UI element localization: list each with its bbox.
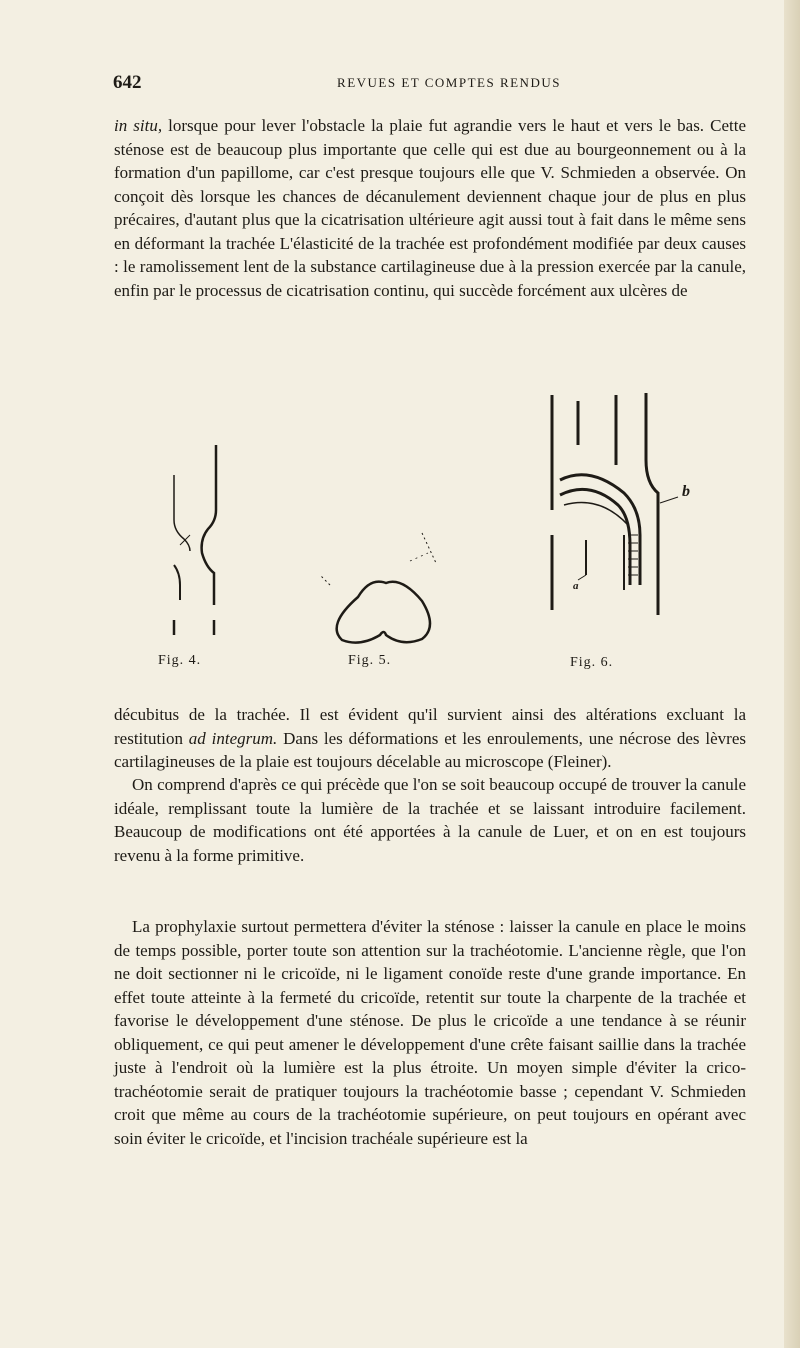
paragraph-1-text: lorsque pour lever l'obstacle la plaie fut agrandie vers le haut et vers le bas. Cette sténose est de beaucoup plus importante que celle qui est due au bourgeonnement ou à la formation d'un papillome, car c'est presque toujours elle que V. Schmieden a observée. On conçoit dès lorsque les chances de décanulement deviennent chaque jour de plus en plus précaires, d'autant plus que la cicatrisation ultérieure agit aussi tout à fait dans le même sens en déformant la trachée L'élasticité de la trachée est profondément modifiée par deux causes : le ramolissement lent de la substance cartilagineuse due à la pression exercée par la canule, enfin par le processus de cicatrisation continu, qui succède forcément aux ulcères de (114, 116, 746, 300)
page-header (113, 72, 745, 96)
paragraph-4: La prophylaxie surtout permettera d'éviter la sténose : laisser la canule en place le moins de temps possible, porter toute son attention sur la trachéotomie. L'ancienne règle, que l'on ne doit sectionner ni le cricoïde, ni le ligament conoïde reste d'une grande importance. En effet toute atteinte à la fermeté du cricoïde, retentit sur toute la charpente de la trachée et favorise le développement d'une sténose. De plus le cricoïde a une tendance à se réunir obliquement, ce qui peut amener le développement d'une crête faisant saillie dans la trachée juste à l'endroit où la lumière est la plus étroite. Un moyen simple d'éviter la crico-trachéotomie serait de pratiquer toujours la trachéotomie basse ; cependant V. Schmieden croit que même au cours de la trachéotomie supérieure, on peut toujours en opérant avec soin éviter le cricoïde, et l'incision trachéale supérieure est la (114, 917, 746, 1148)
paragraph-2-italic: ad integrum. (188, 728, 278, 748)
paragraph-1 (114, 114, 746, 302)
figure-4 (150, 435, 240, 675)
figure-5-drawing (310, 505, 460, 645)
paragraph-3: On comprend d'après ce qui précède que l'on se soit beaucoup occupé de trouver la canule idéale, remplissant toute la lumière de la trachée et se laissant introduire facilement. Beaucoup de modifications ont été apportées à la canule de Luer, et on en est toujours revenu à la forme primitive. (114, 775, 746, 865)
paragraph-2-text-end: Dans les déformations et les enroulements, une nécrose des lèvres cartilagineuses de la plaie est toujours décelable au microscope (Fleiner). (114, 728, 746, 771)
figure-6-label-b: b (682, 483, 690, 500)
figures-row (110, 385, 750, 685)
figure-6-label-a: a (573, 580, 579, 592)
paragraph-1-italic-lead: in situ, (114, 116, 163, 135)
figure-4-caption: Fig. 4. (158, 653, 202, 668)
paragraph-2-text-start: décubitus de la trachée. Il est évident qu'il survient ainsi des altérations excluant la restitution (114, 705, 746, 748)
figure-5 (310, 505, 460, 675)
running-title: REVUES ET COMPTES RENDUS (337, 75, 561, 90)
page-edge-shadow (784, 0, 800, 1348)
figure-5-caption: Fig. 5. (348, 653, 392, 668)
figure-6-caption: Fig. 6. (570, 655, 614, 670)
paragraph-2 (114, 703, 746, 774)
figure-4-drawing (150, 435, 240, 650)
figure-6-drawing (520, 385, 720, 655)
page-number: 642 (113, 72, 142, 93)
figure-6 (520, 385, 720, 675)
